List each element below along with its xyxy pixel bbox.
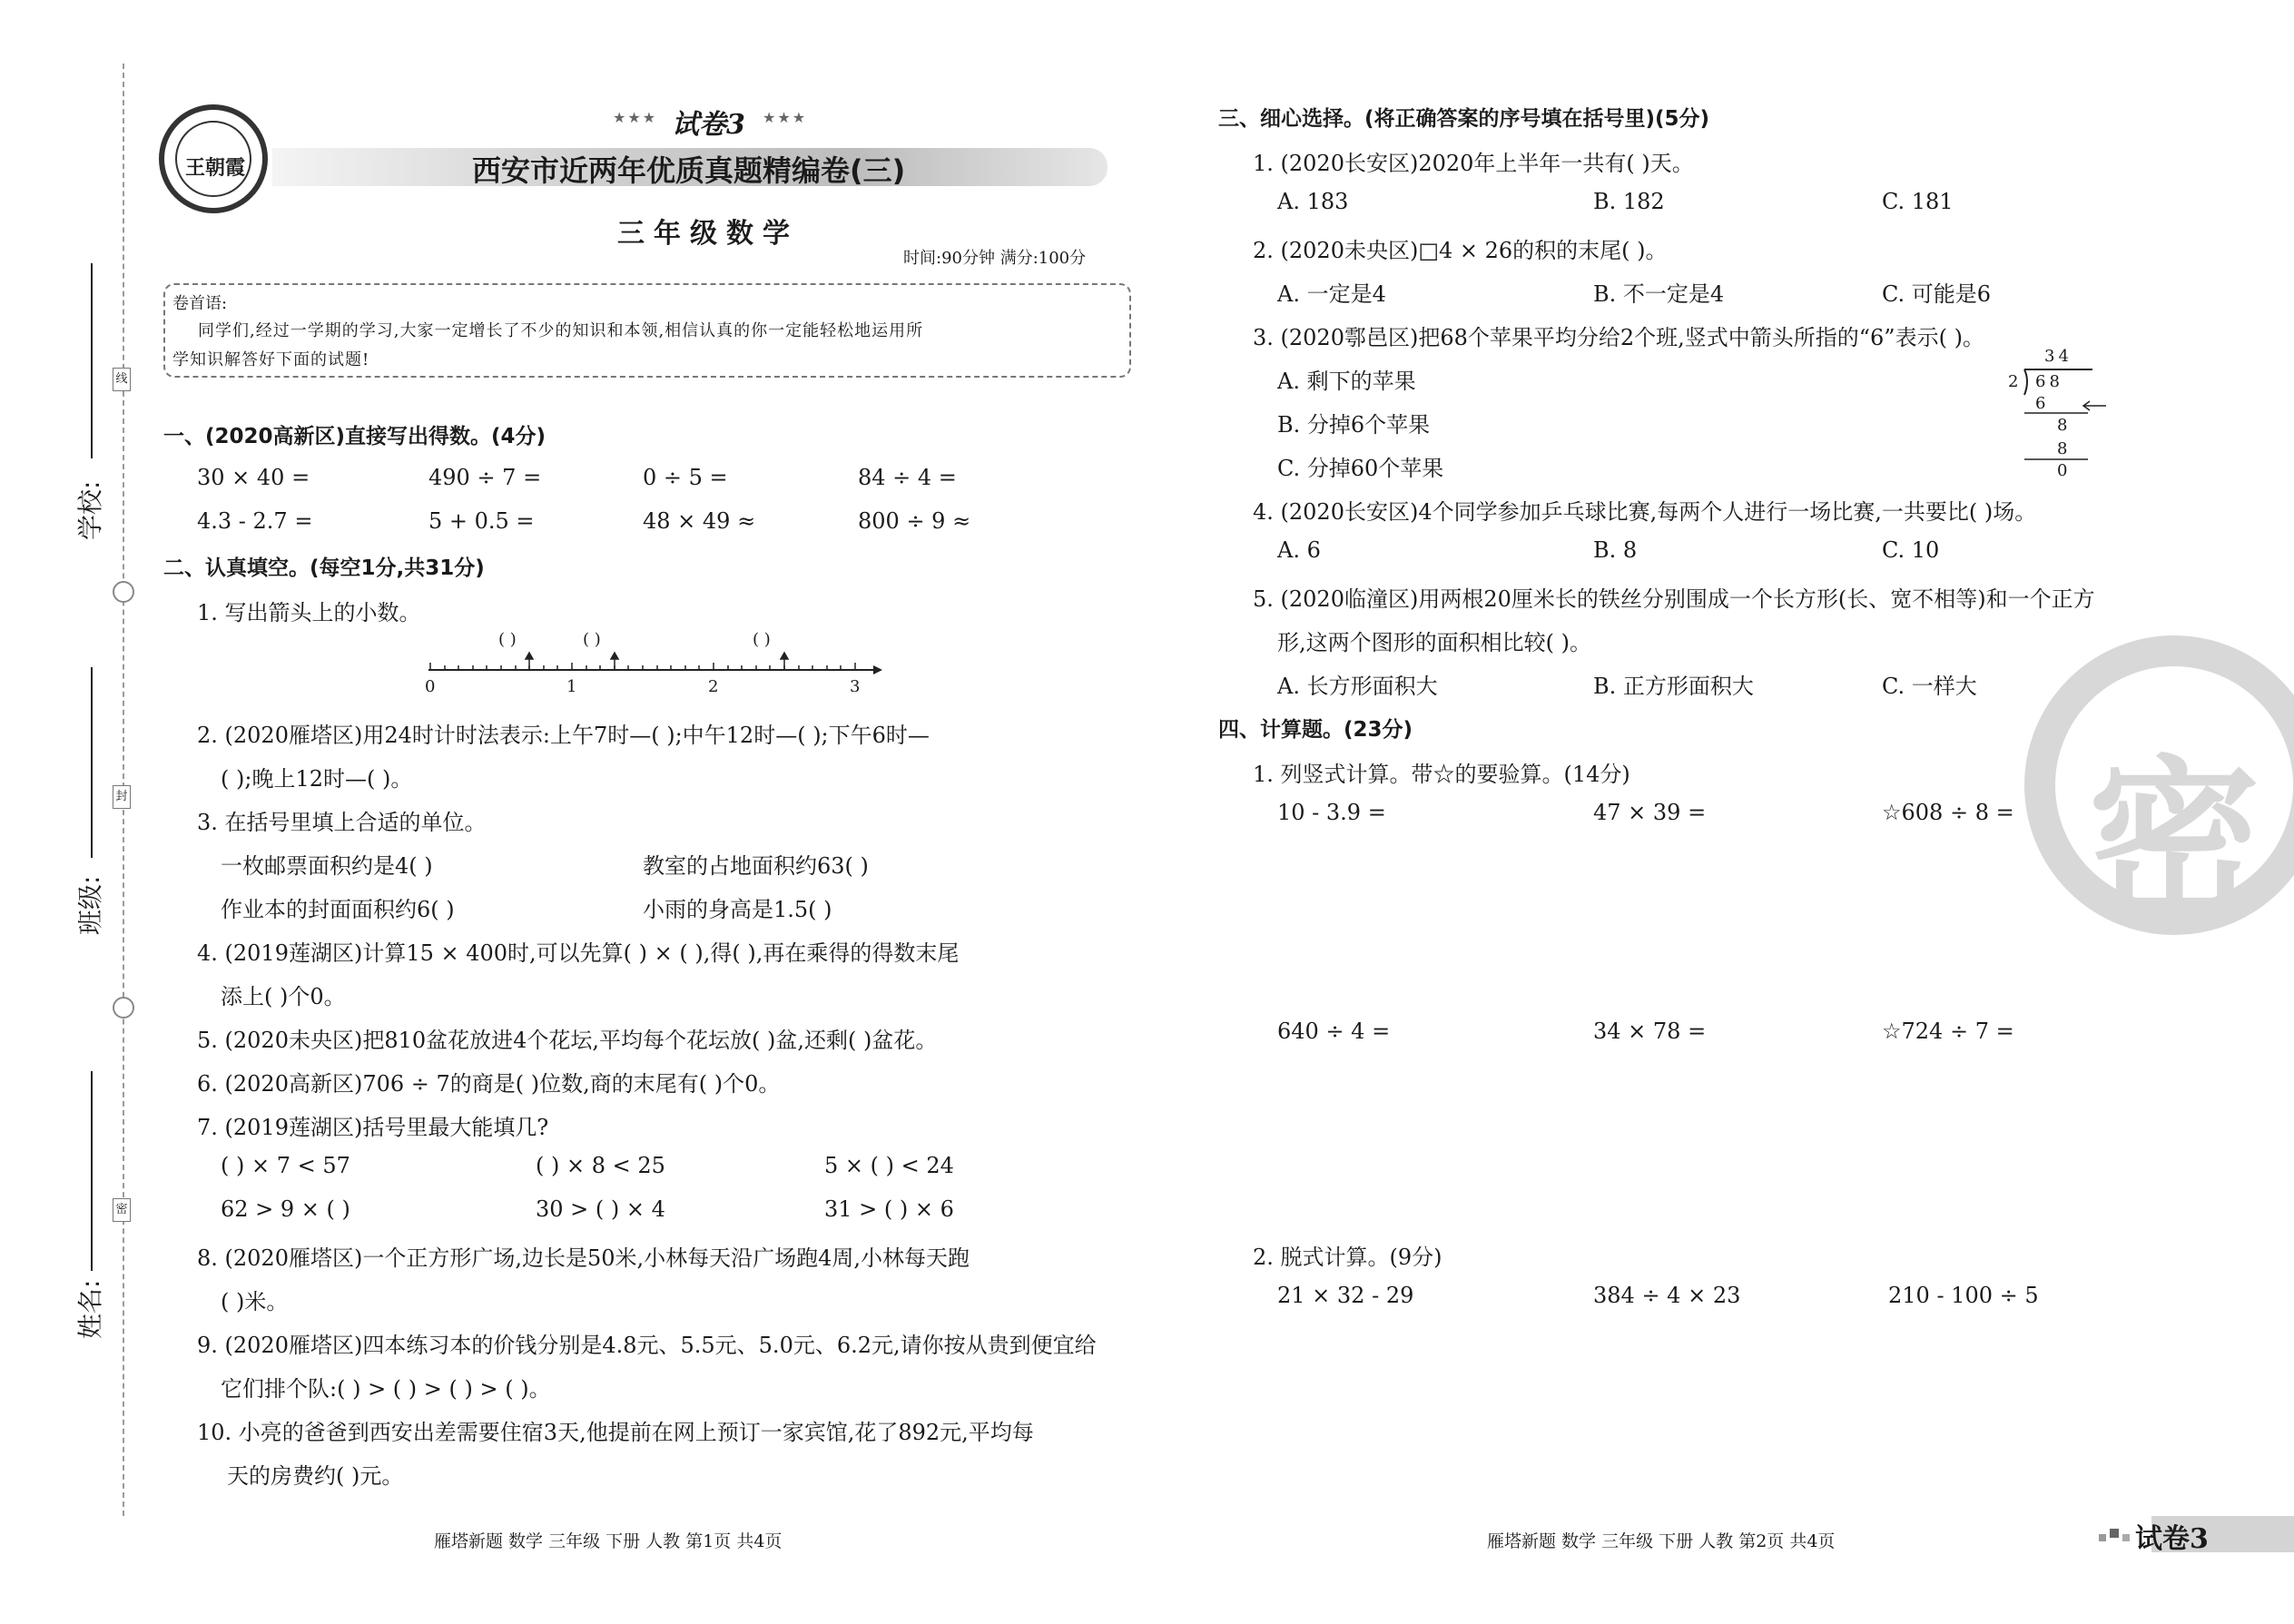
vertical-calc-item: ☆608 ÷ 8 = [1882,800,2014,825]
question-3-5: 5. (2020临潼区)用两根20厘米长的铁丝分别围成一个长方形(长、宽不相等)和一个正方 [1253,586,2095,612]
series-label: 试卷3 [672,109,745,141]
cut-mark-mi: 密 [113,1198,131,1222]
page-title: 西安市近两年优质真题精编卷(三) [472,153,906,188]
name-label: 姓名: [75,1279,105,1339]
question-2-1: 1. 写出箭头上的小数。 [197,600,421,625]
binding-ring [113,997,134,1019]
option-a: A. 183 [1277,189,1349,214]
stepwise-calc-item: 210 - 100 ÷ 5 [1888,1283,2039,1308]
calc-item: 5 + 0.5 = [428,508,535,534]
option-a: A. 一定是4 [1277,281,1386,307]
number-line-label: 0 [425,677,436,696]
school-label: 学校: [75,480,105,540]
vertical-calc-item: ☆724 ÷ 7 = [1882,1019,2014,1044]
division-step: 8 [2057,439,2068,458]
question-3-5-cont: 形,这两个图形的面积相比较( )。 [1277,630,1591,655]
name-write-line[interactable] [91,1071,93,1271]
division-dividend: 68 [2035,372,2063,391]
option-b: B. 182 [1593,189,1665,214]
option-b: B. 正方形面积大 [1593,674,1754,699]
number-line [425,630,882,703]
tab-label: 试卷3 [2135,1523,2209,1555]
option-c: C. 一样大 [1882,674,1977,699]
division-step-arrowed-6: 6 [2035,394,2046,413]
seal-text: 王朝霞 [184,156,245,180]
division-step: 8 [2057,416,2068,435]
stars-left: ★★★ [613,109,658,126]
option-b: B. 分掉6个苹果 [1277,412,1431,438]
tab-squares-decoration [2097,1521,2133,1545]
vertical-calc-item: 34 × 78 = [1593,1019,1707,1044]
question-2-2-cont: ( );晚上12时—( )。 [221,766,413,792]
vertical-calc-item: 47 × 39 = [1593,800,1707,825]
number-line-label: 2 [708,677,719,696]
secret-watermark-stamp [2024,635,2294,941]
brand-seal-logo [159,104,268,213]
binding-ring [113,581,134,603]
option-b: B. 不一定是4 [1593,281,1725,307]
section-3-title: 三、细心选择。(将正确答案的序号填在括号里)(5分) [1218,107,1710,131]
inequality-item: 31 > ( ) × 6 [824,1196,954,1222]
division-quotient: 34 [2044,347,2072,366]
question-2-3: 3. 在括号里填上合适的单位。 [197,810,487,835]
question-3-4: 4. (2020长安区)4个同学参加乒乓球比赛,每两个人进行一场比赛,一共要比( )场。 [1253,499,2037,525]
notice-line-1: 同学们,经过一学期的学习,大家一定增长了不少的知识和本领,相信认真的你一定能轻松地运用所 [198,321,924,340]
section-4-part-1: 1. 列竖式计算。带☆的要验算。(14分) [1253,762,1630,787]
calc-item: 4.3 - 2.7 = [197,508,313,534]
calc-item: 48 × 49 ≈ [643,508,756,534]
calc-item: 0 ÷ 5 = [643,465,728,490]
inequality-item: ( ) × 8 < 25 [536,1153,665,1178]
question-2-7: 7. (2019莲湖区)括号里最大能填几? [197,1115,549,1140]
option-a: A. 长方形面积大 [1277,674,1438,699]
inequality-item: 62 > 9 × ( ) [221,1196,350,1222]
division-divisor: 2 [2008,372,2019,391]
footer-left: 雁塔新题 数学 三年级 下册 人教 第1页 共4页 [434,1531,783,1551]
question-2-6: 6. (2020高新区)706 ÷ 7的商是( )位数,商的末尾有( )个0。 [197,1071,781,1097]
question-2-3a: 一枚邮票面积约是4( ) [221,853,433,879]
section-1-title: 一、(2020高新区)直接写出得数。(4分) [163,425,546,448]
number-line-blank[interactable]: ( ) [753,630,771,649]
number-line-label: 1 [566,677,577,696]
question-2-10-cont: 天的房费约( )元。 [227,1463,404,1489]
subject-title: 三年级数学 [617,218,799,250]
option-c: C. 181 [1882,189,1954,214]
cut-mark-xian: 线 [113,368,131,391]
calc-item: 84 ÷ 4 = [858,465,957,490]
section-4-part-2: 2. 脱式计算。(9分) [1253,1245,1442,1270]
question-2-4-cont: 添上( )个0。 [221,984,346,1009]
question-2-10: 10. 小亮的爸爸到西安出差需要住宿3天,他提前在网上预订一家宾馆,花了892元,平均每 [197,1420,1034,1445]
question-2-3b: 教室的占地面积约63( ) [643,853,869,879]
question-2-5: 5. (2020未央区)把810盆花放进4个花坛,平均每个花坛放( )盆,还剩( )盆花。 [197,1028,938,1053]
calc-item: 800 ÷ 9 ≈ [858,508,971,534]
notice-line-2: 学知识解答好下面的试题! [172,350,370,369]
question-3-1: 1. (2020长安区)2020年上半年一共有( )天。 [1253,151,1694,176]
number-line-blank[interactable]: ( ) [583,630,601,649]
question-2-8: 8. (2020雁塔区)一个正方形广场,边长是50米,小林每天沿广场跑4周,小林每天跑 [197,1245,970,1271]
question-2-4: 4. (2019莲湖区)计算15 × 400时,可以先算( ) × ( ),得( ),再在乘得的得数末尾 [197,940,960,966]
question-2-3d: 小雨的身高是1.5( ) [643,897,832,922]
option-c: C. 分掉60个苹果 [1277,456,1444,481]
footer-right: 雁塔新题 数学 三年级 下册 人教 第2页 共4页 [1487,1531,1836,1551]
option-b: B. 8 [1593,537,1638,563]
time-info: 时间:90分钟 满分:100分 [903,249,1087,268]
option-a: A. 剩下的苹果 [1277,369,1416,394]
calc-item: 490 ÷ 7 = [428,465,542,490]
long-division-figure [2006,345,2106,490]
number-line-blank[interactable]: ( ) [498,630,517,649]
vertical-calc-item: 640 ÷ 4 = [1277,1019,1391,1044]
question-2-9-cont: 它们排个队:( ) > ( ) > ( ) > ( )。 [221,1376,551,1402]
watermark-glyph: 密 [2087,741,2260,941]
inequality-item: ( ) × 7 < 57 [221,1153,350,1178]
question-2-2: 2. (2020雁塔区)用24时计时法表示:上午7时—( );中午12时—( );下午6时— [197,723,930,748]
school-write-line[interactable] [91,263,93,458]
class-write-line[interactable] [91,667,93,858]
question-3-3: 3. (2020鄠邑区)把68个苹果平均分给2个班,竖式中箭头所指的“6”表示( )。 [1253,325,1984,350]
stepwise-calc-item: 384 ÷ 4 × 23 [1593,1283,1741,1308]
class-label: 班级: [75,875,105,935]
vertical-calc-item: 10 - 3.9 = [1277,800,1386,825]
option-a: A. 6 [1277,537,1321,563]
question-2-8-cont: ( )米。 [221,1289,289,1314]
question-2-9: 9. (2020雁塔区)四本练习本的价钱分别是4.8元、5.5元、5.0元、6.2元,请你按从贵到便宜给 [197,1333,1097,1358]
question-2-3c: 作业本的封面面积约6( ) [221,897,455,922]
notice-label: 卷首语: [172,294,228,313]
division-remainder: 0 [2057,461,2068,480]
inequality-item: 30 > ( ) × 4 [536,1196,665,1222]
section-2-title: 二、认真填空。(每空1分,共31分) [163,556,485,580]
option-c: C. 可能是6 [1882,281,1992,307]
option-c: C. 10 [1882,537,1940,563]
inequality-item: 5 × ( ) < 24 [824,1153,954,1178]
calc-item: 30 × 40 = [197,465,310,490]
stepwise-calc-item: 21 × 32 - 29 [1277,1283,1414,1308]
section-4-title: 四、计算题。(23分) [1218,718,1413,742]
number-line-label: 3 [850,677,861,696]
cut-mark-feng: 封 [113,785,131,809]
stars-right: ★★★ [763,109,808,126]
question-3-2: 2. (2020未央区)□4 × 26的积的末尾( )。 [1253,238,1668,263]
